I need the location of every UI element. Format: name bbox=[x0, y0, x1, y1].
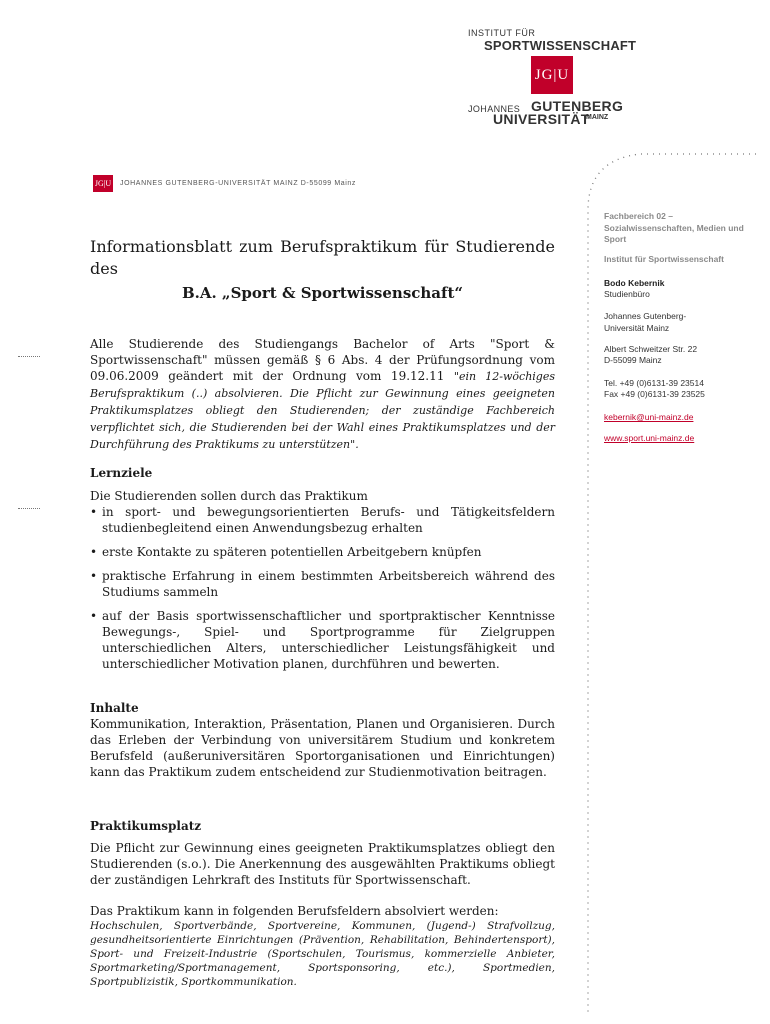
sidebar-web-link[interactable]: www.sport.uni-mainz.de bbox=[604, 433, 695, 443]
sidebar-institut: Institut für Sportwissenschaft bbox=[604, 254, 724, 264]
logo-gutenberg: GUTENBERG bbox=[531, 98, 624, 114]
intro-quote: "ein 12-wöchiges Berufspraktikum (..) absolvieren. Die Pflicht zur Gewinnung eines geeigneten Praktikumsplatzes obliegt den Studierenden; der zuständige Fachbereich verpflichtet sich, die Studierenden bei der Wahl eines Praktikumsplatzes und der Durchführung des Praktikums zu unterstützen". bbox=[90, 370, 555, 451]
sidebar-role: Studienbüro bbox=[604, 289, 650, 299]
jgu-logo: JG|U bbox=[531, 56, 573, 94]
logo-mainz: MAINZ bbox=[586, 114, 609, 121]
sidebar-fachbereich: Fachbereich 02 – Sozialwissenschaften, Medien und Sport bbox=[604, 211, 744, 244]
praktikumsplatz-text: Die Pflicht zur Gewinnung eines geeigneten Praktikumsplatzes obliegt den Studierenden (s.o.). Die Anerkennung des ausgewählten Praktikums obliegt der zuständigen Lehrkraft des Instituts für Sportwissenschaft. bbox=[90, 841, 555, 887]
praktikumsplatz-heading: Praktikumsplatz bbox=[90, 819, 202, 833]
margin-mark bbox=[18, 356, 40, 357]
list-item: • auf der Basis sportwissenschaftlicher und sportpraktischer Kenntnisse Bewegungs-, Spiel- und Sportprogramme für Zielgruppen unterschiedlichen Alters, unterschiedlicher Leistungsfähigkeit und unterschiedlicher Motivation planen, durchführen und bewerten. bbox=[90, 608, 555, 672]
logo-institut-small: INSTITUT FÜR bbox=[468, 28, 536, 38]
document-title: Informationsblatt zum Berufspraktikum für Studierende des bbox=[90, 237, 555, 278]
inhalte-text: Kommunikation, Interaktion, Präsentation, Planen und Organisieren. Durch das Erleben der Verbindung von universitärem Studium und konkretem Berufsfeld (außeruniversitären Sportorganisationen und Einrichtungen) kann das Praktikum zudem entscheidend zur Studienmotivation beitragen. bbox=[90, 717, 555, 779]
lernziele-intro: Die Studierenden sollen durch das Praktikum bbox=[90, 489, 368, 503]
lernziele-heading: Lernziele bbox=[90, 466, 153, 480]
letterhead-address: JOHANNES GUTENBERG-UNIVERSITÄT MAINZ D-55099 Mainz bbox=[120, 180, 357, 187]
lernziele-list bbox=[90, 504, 555, 672]
logo-johannes: JOHANNES bbox=[468, 104, 521, 114]
berufsfelder-intro: Das Praktikum kann in folgenden Berufsfeldern absolviert werden: bbox=[90, 904, 499, 918]
sidebar-tel: Tel. +49 (0)6131-39 23514 bbox=[604, 378, 704, 388]
sidebar-street: Albert Schweitzer Str. 22 bbox=[604, 344, 698, 354]
document-subtitle: B.A. „Sport & Sportwissenschaft“ bbox=[181, 284, 464, 302]
list-item: • praktische Erfahrung in einem bestimmten Arbeitsbereich während des Studiums sammeln bbox=[90, 568, 555, 600]
inhalte-heading: Inhalte bbox=[90, 701, 139, 715]
logo-universitaet: UNIVERSITÄT bbox=[493, 111, 590, 127]
jgu-small-logo: JG|U bbox=[93, 175, 113, 192]
berufsfelder-list: Hochschulen, Sportverbände, Sportvereine, Kommunen, (Jugend-) Strafvollzug, gesundheitsorientierte Einrichtungen (Prävention, Rehabilitation, Behindertensport), Sport- und Freizeit-Industrie (Sportschulen, Tourismus, kommerzielle Anbieter, Sportmarketing/Sportmanagement, Sportsponsoring, etc.), Sportmedien, Sportpublizistik, Sportkommunikation. bbox=[90, 920, 555, 988]
intro-paragraph bbox=[90, 336, 555, 453]
sidebar-email-link[interactable]: kebernik@uni-mainz.de bbox=[604, 412, 694, 422]
sidebar-fax: Fax +49 (0)6131-39 23525 bbox=[604, 389, 705, 399]
logo-institut-big: SPORTWISSENSCHAFT bbox=[484, 38, 637, 53]
list-item: • in sport- und bewegungsorientierten Berufs- und Tätigkeitsfeldern studienbegleitend einen Anwendungsbezug erhalten bbox=[90, 504, 555, 536]
berufsfelder-paragraph bbox=[90, 903, 555, 989]
intro-text: Alle Studierende des Studiengangs Bachelor of Arts "Sport & Sportwissenschaft" müssen gemäß § 6 Abs. 4 der Prüfungsordnung vom 09.06.2009 geändert mit der Ordnung vom 19.12.11 bbox=[90, 337, 555, 383]
sidebar-university: Johannes Gutenberg-Universität Mainz bbox=[604, 311, 687, 333]
lernziele-section bbox=[90, 488, 555, 680]
sidebar-name: Bodo Kebernik bbox=[604, 278, 665, 288]
margin-mark bbox=[18, 508, 40, 509]
sidebar-city: D-55099 Mainz bbox=[604, 355, 662, 365]
list-item: • erste Kontakte zu späteren potentiellen Arbeitgebern knüpfen bbox=[90, 544, 555, 560]
